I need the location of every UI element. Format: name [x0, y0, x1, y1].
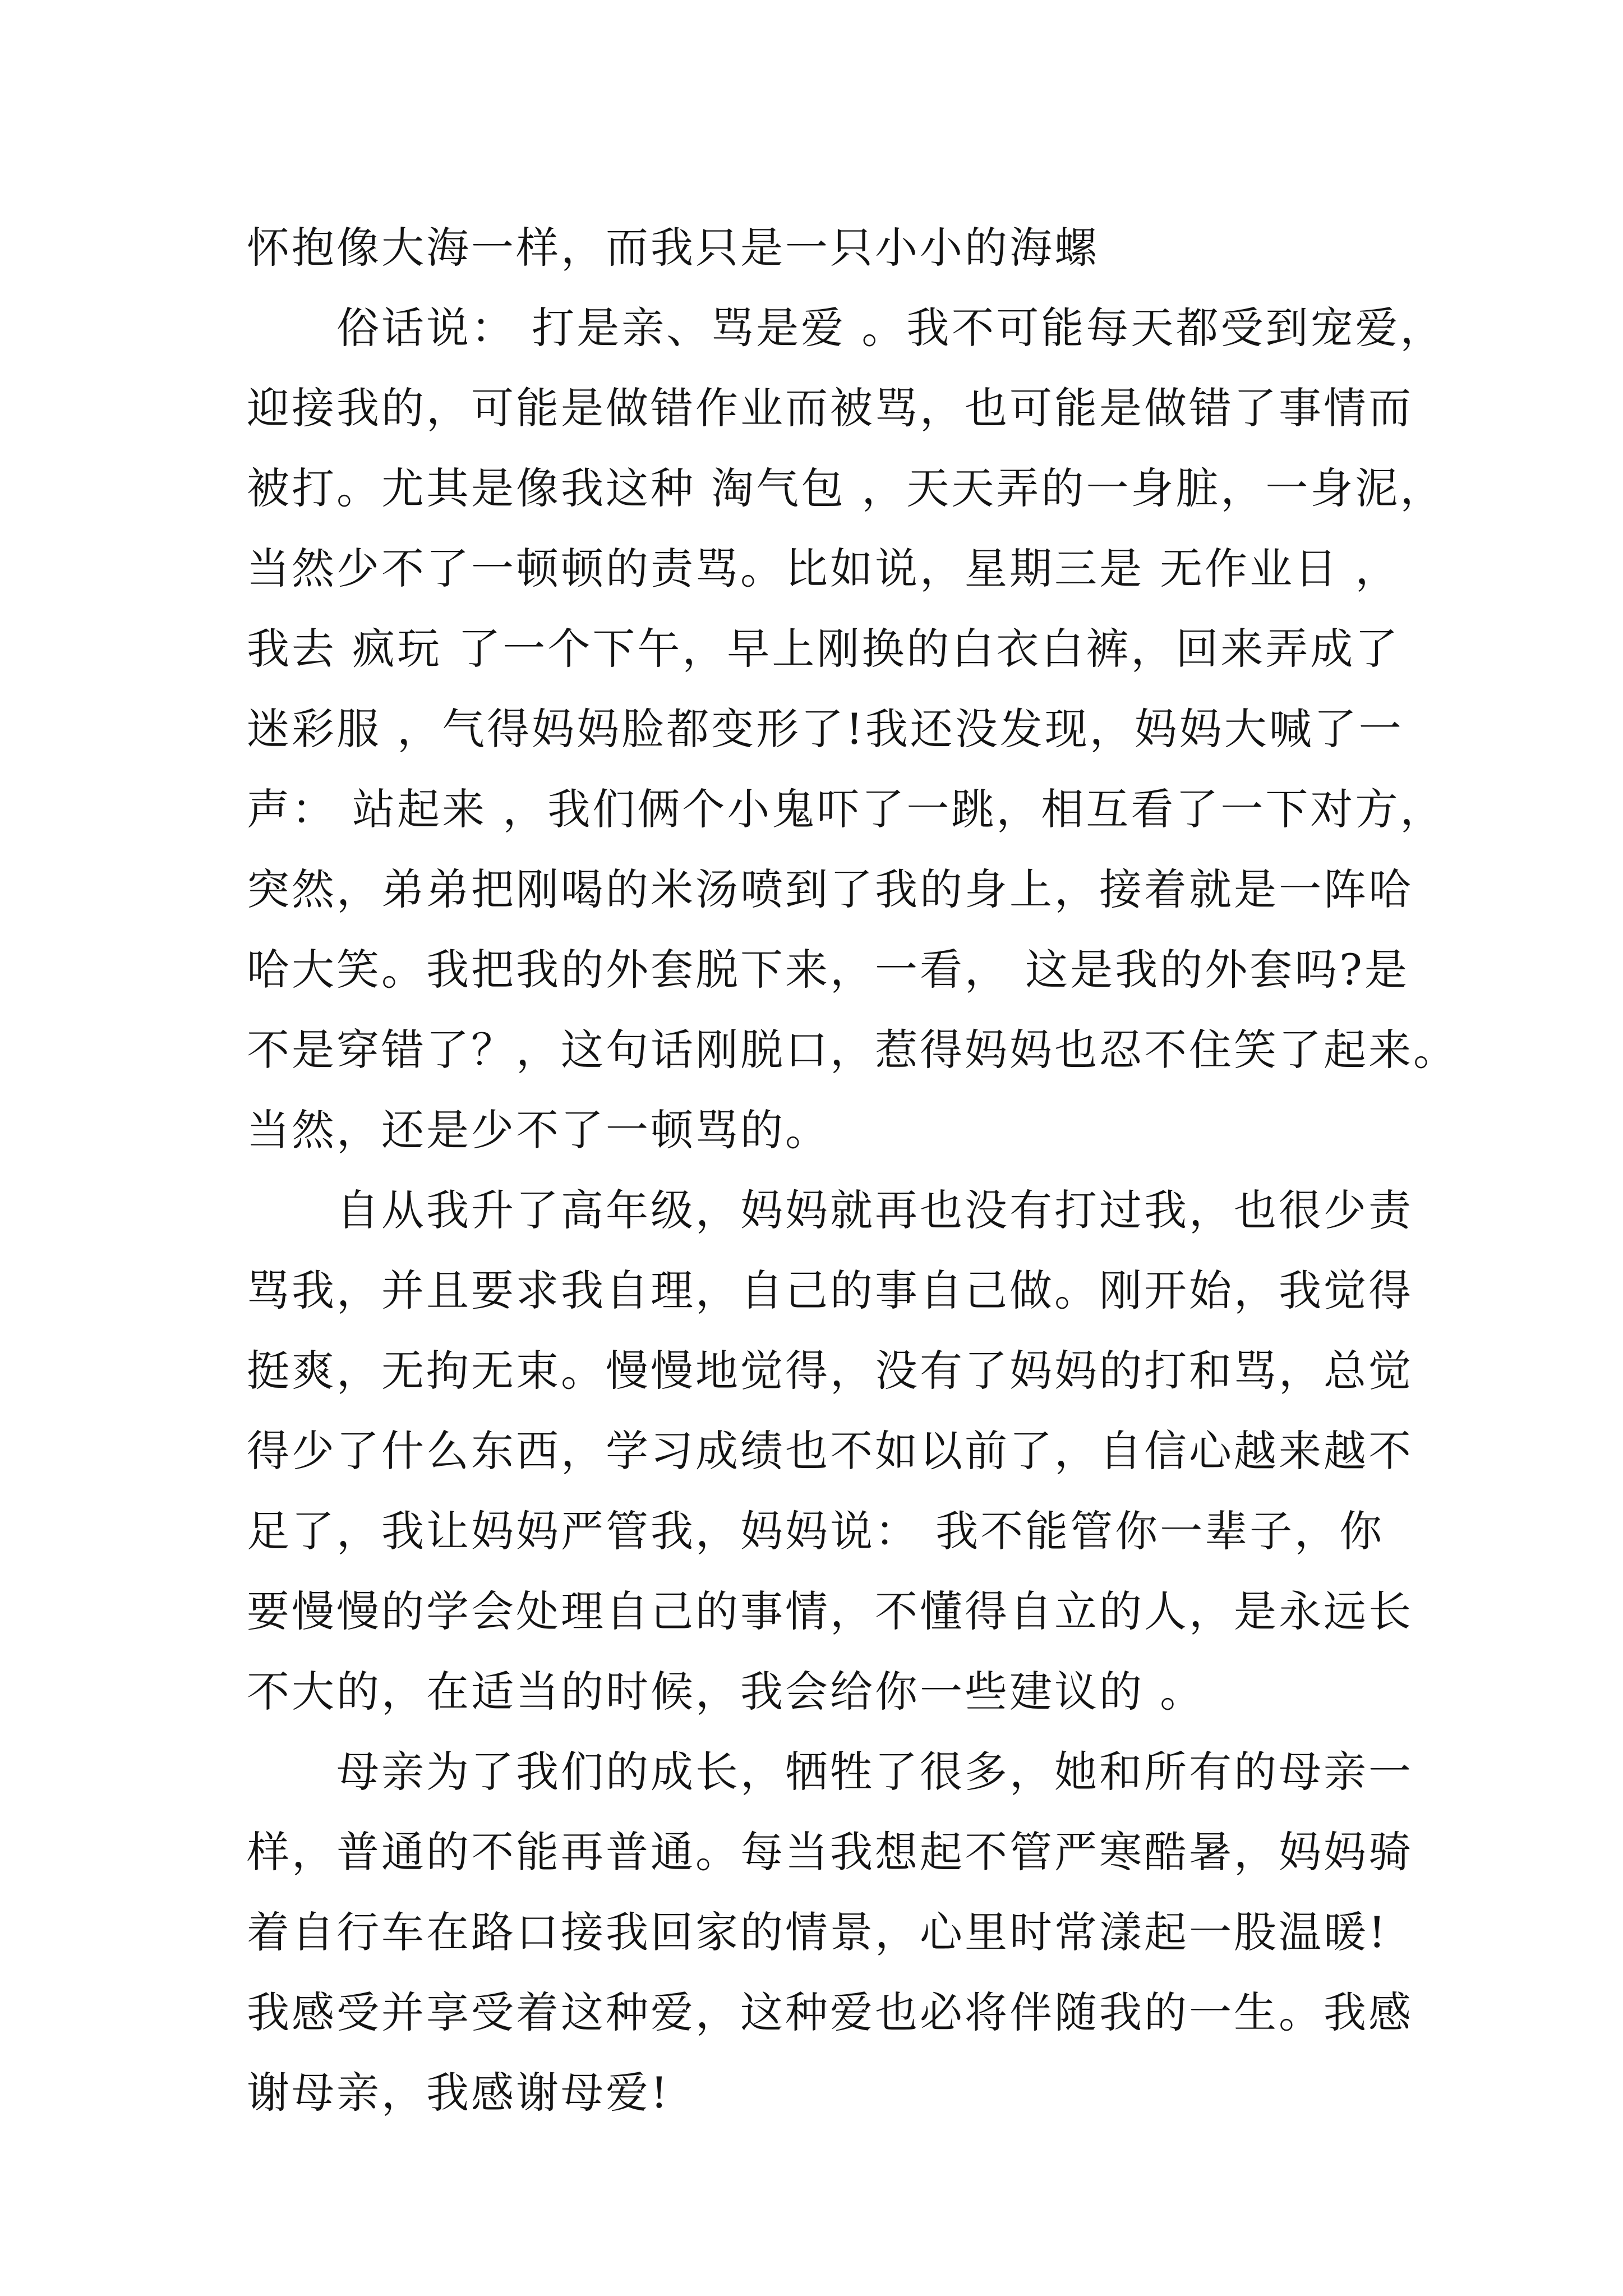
text-line: 着自行车在路口接我回家的情景，心里时常漾起一股温暖!: [247, 1907, 1388, 1957]
body-text: [247, 208, 1458, 2133]
text-line: 怀抱像大海一样，而我只是一只小小的海螺: [247, 223, 1099, 273]
text-line: 我去 疯玩 了一个下午，早上刚换的白衣白裤，回来弄成了: [247, 624, 1400, 674]
text-line: 得少了什么东西，学习成绩也不如以前了，自信心越来越不: [247, 1426, 1413, 1476]
text-line: 迷彩服 ，气得妈妈脸都变形了!我还没发现，妈妈大喊了一: [247, 704, 1404, 754]
text-line: 我感受并享受着这种爱，这种爱也必将伴随我的一生。我感: [247, 1987, 1413, 2037]
text-line: 不是穿错了？，这句话刚脱口，惹得妈妈也忍不住笑了起来。: [247, 1025, 1458, 1075]
text-line: 被打。尤其是像我这种 淘气包 ，天天弄的一身脏，一身泥，: [247, 463, 1445, 513]
text-line: 母亲为了我们的成长，牺牲了很多，她和所有的母亲一: [247, 1747, 1413, 1797]
text-line: 足了，我让妈妈严管我，妈妈说： 我不能管你一辈子，你: [247, 1506, 1385, 1556]
text-line: 突然，弟弟把刚喝的米汤喷到了我的身上，接着就是一阵哈: [247, 864, 1413, 914]
text-line: 迎接我的，可能是做错作业而被骂，也可能是做错了事情而: [247, 383, 1413, 433]
text-line: 骂我，并且要求我自理，自己的事自己做。刚开始，我觉得: [247, 1266, 1413, 1315]
text-line: 俗话说： 打是亲、骂是爱 。我不可能每天都受到宠爱，: [247, 303, 1445, 353]
text-line: 自从我升了高年级，妈妈就再也没有打过我，也很少责: [247, 1185, 1413, 1235]
text-line: 声： 站起来 ，我们俩个小鬼吓了一跳，相互看了一下对方，: [247, 784, 1445, 834]
text-line: 不大的，在适当的时候，我会给你一些建议的 。: [247, 1667, 1205, 1717]
text-line: 样，普通的不能再普通。每当我想起不管严寒酷暑，妈妈骑: [247, 1827, 1413, 1877]
text-line: 谢母亲，我感谢母爱!: [247, 2068, 670, 2118]
text-line: 哈大笑。我把我的外套脱下来，一看， 这是我的外套吗?是: [247, 945, 1409, 995]
text-line: 要慢慢的学会处理自己的事情，不懂得自立的人，是永远长: [247, 1586, 1413, 1636]
text-line: 挺爽，无拘无束。慢慢地觉得，没有了妈妈的打和骂，总觉: [247, 1346, 1413, 1396]
text-line: 当然，还是少不了一顿骂的。: [247, 1105, 830, 1155]
text-line: 当然少不了一顿顿的责骂。比如说，星期三是 无作业日 ，: [247, 544, 1400, 593]
